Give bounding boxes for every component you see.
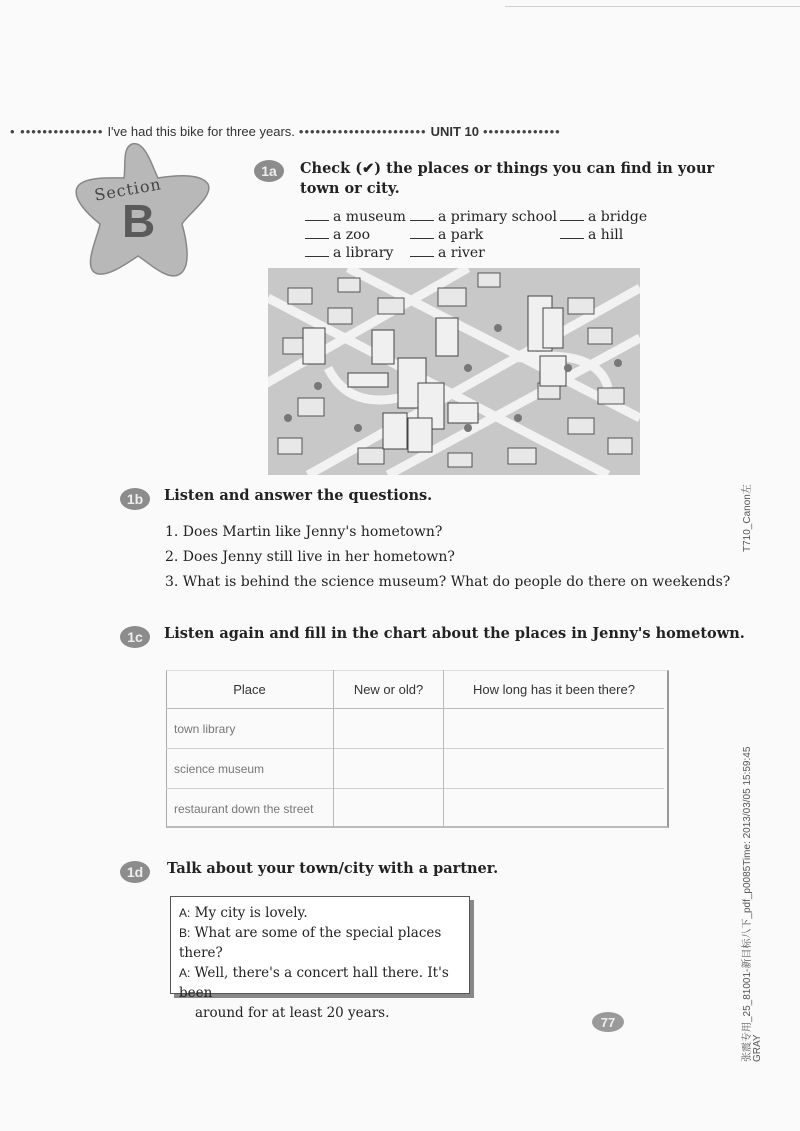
place-cell: town library [166,709,334,749]
answer-cell[interactable] [334,709,444,749]
question-item: 3. What is behind the science museum? What do people do there on weekends? [165,574,731,590]
question-list [165,520,730,595]
dialogue-line [179,903,463,923]
dialogue-line [179,923,463,963]
check-item[interactable]: a park [410,226,560,244]
dialogue-text: around for at least 20 years. [195,1005,390,1021]
dialogue-line [179,1003,463,1023]
answer-cell[interactable] [444,749,665,789]
check-item[interactable]: a library [305,244,410,262]
chart-header-row [166,670,664,709]
check-item[interactable]: a hill [560,226,665,244]
check-item[interactable]: a river [410,244,560,262]
dialogue-text: Well, there's a concert hall there. It's been [179,965,449,1001]
speaker-label: A: [179,906,191,920]
badge-1c: 1c [120,626,150,648]
checklist-row [305,226,665,244]
table-row [166,709,664,749]
task-1b-title: Listen and answer the questions. [164,487,433,504]
badge-1d: 1d [120,861,150,883]
header-dots-right: •••••••••••••• [483,123,561,139]
task-1a-title-line2: town or city. [300,180,400,197]
dialogue-text: My city is lovely. [194,905,308,921]
city-illustration [268,268,640,475]
unit-label: UNIT 10 [430,123,479,139]
answer-cell[interactable] [334,789,444,829]
check-item[interactable]: a zoo [305,226,410,244]
section-word: Section [92,174,164,205]
places-checklist [305,208,665,262]
task-1d-title: Talk about your town/city with a partner. [167,860,499,877]
scan-edge-line [505,6,800,7]
checklist-row [305,244,665,262]
header-sentence: I've had this bike for three years. [107,123,295,139]
check-item[interactable]: a primary school [410,208,560,226]
speaker-label: B: [179,926,191,940]
section-b-star [70,136,220,286]
checklist-row [305,208,665,226]
task-1c-title: Listen again and fill in the chart about the places in Jenny's hometown. [164,625,745,642]
side-note-top: T710_Canon左 [742,484,753,552]
dialogue-line [179,963,463,1003]
dialogue-text: What are some of the special places there? [179,925,442,961]
side-note-middle: 张震专用_25_81001-新目标八下_pdf_p0085Time: 2013/03/05 15:59:45 [742,746,753,1062]
check-item[interactable]: a museum [305,208,410,226]
task-1a-title [300,159,714,199]
header-dots-left: • ••••••••••••••• [10,123,104,139]
place-cell: science museum [166,749,334,789]
check-item[interactable]: a bridge [560,208,665,226]
side-note-bottom: GRAY [752,1034,763,1062]
answer-cell[interactable] [444,789,665,829]
col-header-place: Place [166,670,334,709]
answer-cell[interactable] [444,709,665,749]
place-cell: restaurant down the street [166,789,334,829]
header-dots-mid: ••••••••••••••••••••••• [298,123,427,139]
badge-1b: 1b [120,488,150,510]
answer-cell[interactable] [334,749,444,789]
city-map-image [268,268,640,475]
speaker-label: A: [179,966,191,980]
table-row [166,789,664,829]
dialogue-box [170,896,470,1021]
badge-1a: 1a [254,160,284,182]
section-letter: B [122,195,156,247]
task-1a-title-line1: Check (✔) the places or things you can find in your [300,160,715,177]
page-number: 77 [592,1012,624,1032]
question-item: 1. Does Martin like Jenny's hometown? [165,524,443,540]
question-item: 2. Does Jenny still live in her hometown? [165,549,455,565]
places-chart [166,670,664,828]
col-header-new-or-old: New or old? [334,670,444,709]
col-header-how-long: How long has it been there? [444,670,665,709]
table-row [166,749,664,789]
